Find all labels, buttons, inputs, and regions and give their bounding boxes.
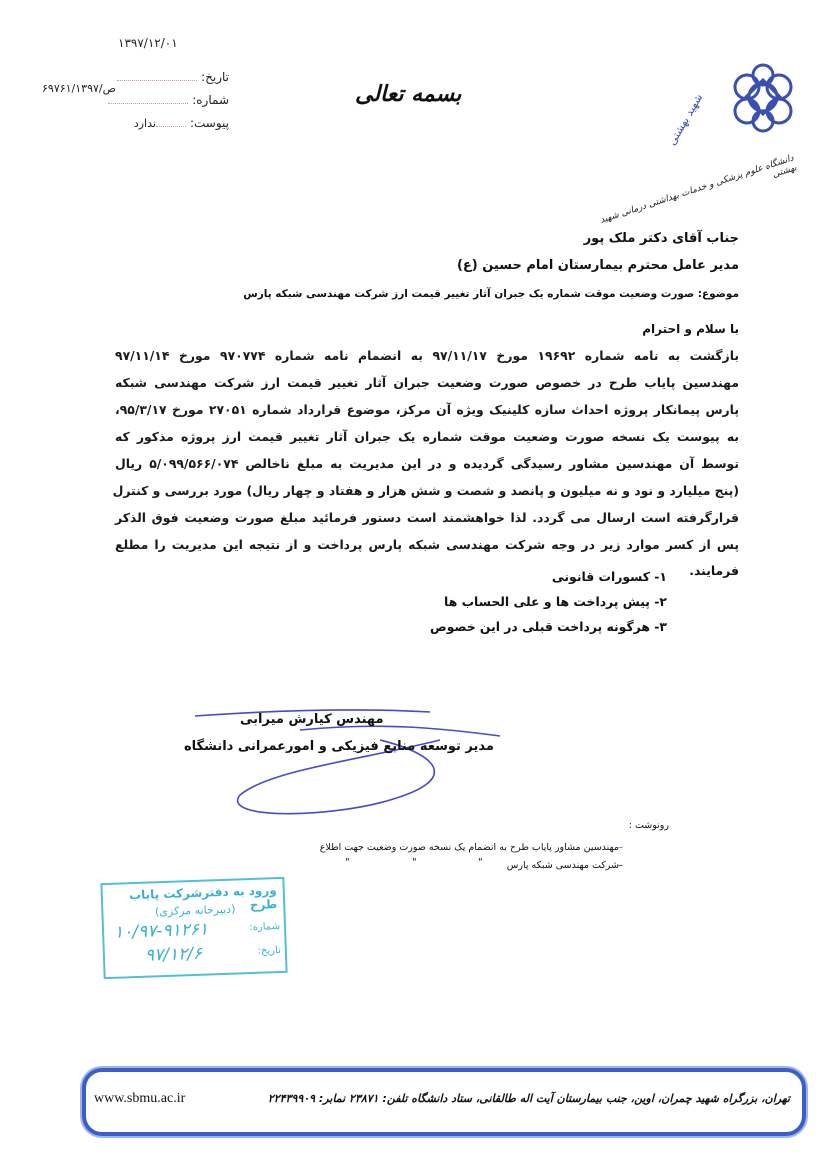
cc-dash-icon: – — [618, 842, 623, 853]
body-line: توسط آن مهندسین مشاور رسیدگی گردیده و در این مدیریت به مبلغ ناخالص ۵/۰۹۹/۵۶۶/۰۷۴ ریال — [115, 456, 739, 471]
attachment-value: ندارد — [133, 117, 156, 130]
ditto-mark: " — [345, 857, 350, 868]
body-line: پس از کسر موارد زیر در وجه شرکت مهندسی شبکه پارس پرداخت و از نتیجه این مدیریت را مطلع — [115, 537, 739, 552]
body-line: (پنج میلیارد و نود و نه میلیون و پانصد و شصت و شش هزار و هفتاد و چهار ریال) مورد بررسی و کنترل — [112, 483, 739, 498]
body-last-line: فرمایند. — [689, 563, 739, 578]
body-line: قرارگرفته است ارسال می گردد. لذا خواهشمند است دستور فرمائید مبلغ صورت وضعیت فوق الذکر — [115, 510, 739, 525]
addressee-name: جناب آقای دکتر ملک پور — [583, 231, 739, 246]
cc-dash-icon: – — [618, 860, 623, 871]
stamp-subtitle: (دبیرخانه مرکزی) — [154, 902, 236, 919]
footer-website[interactable]: www.sbmu.ac.ir — [94, 1091, 186, 1106]
list-item: ۳- هرگونه پرداخت قبلی در این خصوص — [430, 619, 667, 634]
body-line: پارس پیمانکار پروژه احداث سازه کلینیک ویژه آن مرکز، موضوع قرارداد شماره ۲۷۰۵۱ مورخ ۹۵/۳/۱۷، — [115, 402, 739, 417]
svg-text:شهید بهشتی: شهید بهشتی — [665, 91, 706, 148]
subject-line: موضوع: صورت وضعیت موقت شماره یک جبران آثار تغییر قیمت ارز شرکت مهندسی شبکه پارس — [243, 288, 739, 300]
number-label: شماره: — [192, 93, 229, 107]
attachment-label: پیوست: — [189, 116, 229, 130]
date-field — [117, 70, 229, 84]
stamp-date-label: تاریخ: — [257, 944, 282, 957]
cc-label: رونوشت : — [628, 820, 669, 831]
footer-box — [82, 1068, 806, 1136]
date-label: تاریخ: — [201, 70, 229, 84]
body-line: مهندسین پایاب طرح در خصوص صورت وضعیت جبران آثار تغییر قیمت ارز شرکت مهندسی شبکه — [115, 375, 739, 390]
signer-name: مهندس کیارش میرابی — [240, 712, 384, 727]
stamp-number-label: شماره: — [249, 921, 281, 934]
greeting: با سلام و احترام — [642, 322, 739, 336]
stamp-date: ۹۷/۱۲/۶ — [144, 943, 203, 966]
university-name: دانشگاه علوم پزشکی و خدمات بهداشتی درمانی شهید بهشتی — [598, 153, 799, 226]
addressee-title: مدیر عامل محترم بیمارستان امام حسین (ع) — [456, 258, 739, 273]
cc-item — [320, 842, 619, 853]
top-date: ۱۳۹۷/۱۲/۰۱ — [118, 36, 178, 50]
stamp-title: ورود به دفترشرکت پایاب طرح — [128, 883, 278, 913]
number-field — [108, 93, 229, 107]
university-logo — [585, 55, 799, 226]
received-stamp — [100, 877, 287, 979]
cc-item-text: مهندسین مشاور پایاب طرح به انضمام یک نسخه صورت وضعیت جهت اطلاع — [319, 842, 619, 853]
basmala: بسمه تعالی — [355, 82, 462, 107]
cc-item — [507, 860, 619, 871]
ditto-mark: " — [478, 857, 483, 868]
stamp-number: ۱۰/۹۷-۹۱۲۶۱ — [113, 919, 209, 943]
ditto-mark: " — [412, 857, 417, 868]
body-line: به پیوست یک نسخه صورت وضعیت موقت شماره یک جبران آثار تغییر قیمت ارز پروژه مذکور که — [115, 429, 739, 444]
list-item: ۲- پیش پرداخت ها و علی الحساب ها — [444, 594, 667, 609]
body-line: بازگشت به نامه شماره ۱۹۶۹۲ مورخ ۹۷/۱۱/۱۷ به انضمام نامه شماره ۹۷۰۷۷۴ مورخ ۹۷/۱۱/۱۴ — [115, 348, 739, 363]
attachment-field — [134, 116, 229, 130]
list-item: ۱- کسورات قانونی — [551, 569, 667, 584]
letter-number: ۶۹۷۶۱/ص/۱۳۹۷ — [42, 82, 116, 95]
footer-address: تهران، بزرگراه شهید چمران، اوین، جنب بیمارستان آیت اله طالقانی، ستاد دانشگاه تلفن: ۲۳۸۷۱ نمابر: ۲۲۴۳۹۹۰۹ — [267, 1092, 790, 1105]
signer-title: مدیر توسعه منابع فیزیکی و امورعمرانی دانشگاه — [184, 739, 494, 754]
cc-item-text: شرکت مهندسی شبکه پارس — [506, 860, 619, 871]
